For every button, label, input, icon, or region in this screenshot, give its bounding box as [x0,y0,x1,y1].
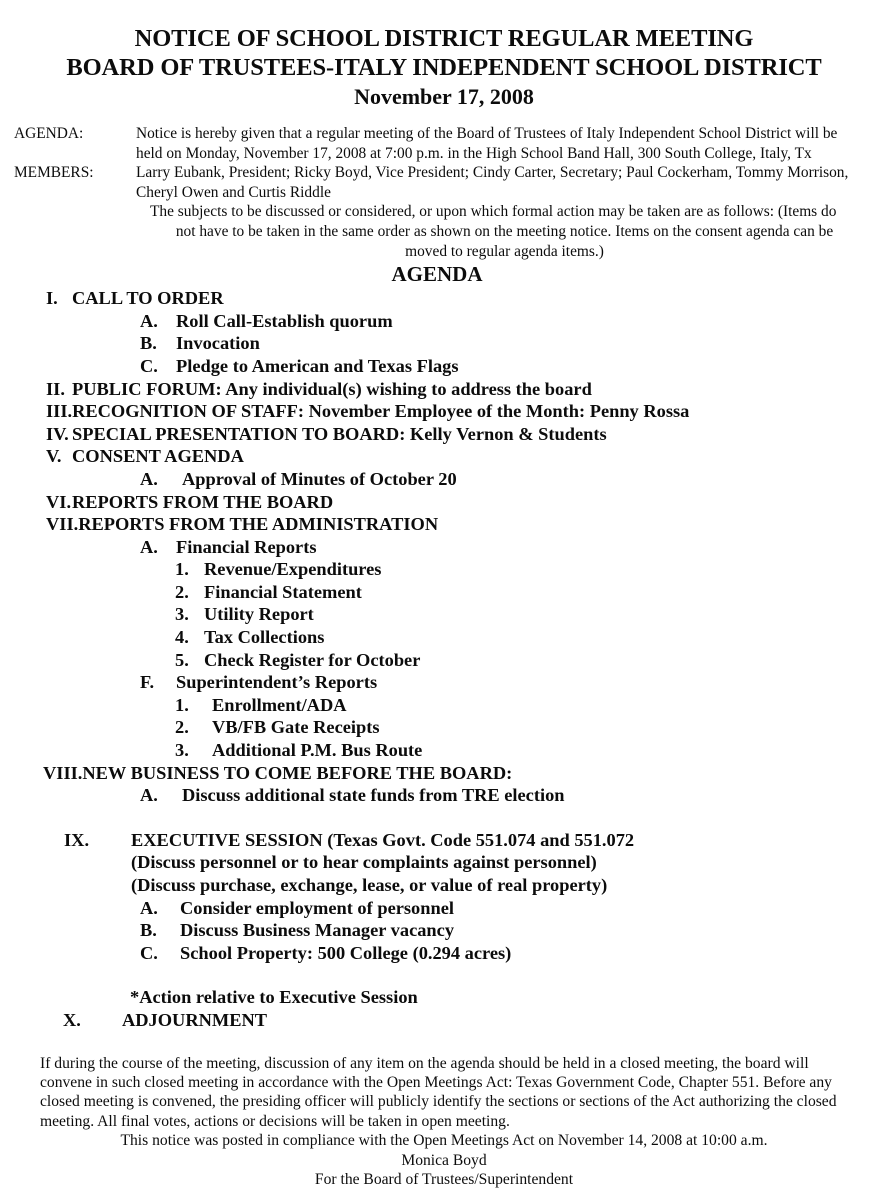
agenda-item-iii [0,400,888,423]
item-number: 4. [175,627,189,648]
agenda-item-vii-f-1 [0,694,888,717]
item-text: SPECIAL PRESENTATION TO BOARD: Kelly Vernon & Students [72,423,607,444]
intro-block [0,124,888,261]
item-number: VIII. [43,762,83,783]
signer-name: Monica Boyd [401,1151,487,1169]
closed-meeting-disclaimer: If during the course of the meeting, discussion of any item on the agenda should be held in a closed meeting, the board will convene in such closed meeting in accordance with the Open Meetings Act: Texas Government Code, Chapter 551. Before any closed meeting is convened, the presiding officer will publicly identify the sections or sections of the Act authorizing the closed meeting. All final votes, actions or decisions will be taken in open meeting. [40,1054,837,1130]
executive-session-note-2: (Discuss purchase, exchange, lease, or value of real property) [131,875,608,895]
item-text: NEW BUSINESS TO COME BEFORE THE BOARD: [82,762,513,783]
subjects-note [150,202,859,261]
agenda-item-vii-f-3 [0,739,888,762]
item-text: CALL TO ORDER [72,288,224,309]
item-number: IV. [46,423,69,444]
item-number: I. [46,288,58,309]
agenda-item-vii-a [0,536,888,559]
agenda-item-x [0,1009,888,1032]
item-number: B. [140,920,157,941]
agenda-item-vii [0,513,888,536]
item-number: 2. [175,581,189,602]
subjects-note-line-1: The subjects to be discussed or considered, or upon which formal action may be taken are as follows: (Items do [150,203,837,221]
document-header [0,0,888,111]
item-text: REPORTS FROM THE BOARD [72,491,334,512]
document-footer [0,1054,888,1190]
adjournment-block [0,1009,888,1032]
item-text: Roll Call-Establish quorum [176,310,393,331]
item-text: Financial Statement [204,581,362,602]
action-relative-note: *Action relative to Executive Session [130,987,418,1008]
item-number: 1. [175,559,189,580]
item-text: ADJOURNMENT [122,1009,268,1030]
agenda-item-vii-f-2 [0,716,888,739]
item-text: Utility Report [204,604,314,625]
signer-title: For the Board of Trustees/Superintendent [314,1171,574,1188]
agenda-item-vii-f [0,671,888,694]
agenda-title: AGENDA [391,262,483,287]
item-number: VI. [46,491,72,512]
item-text: Consider employment of personnel [180,897,454,918]
agenda-item-vii-a-4 [0,626,888,649]
agenda-item-ix-a [0,897,888,920]
item-text: Check Register for October [204,649,421,670]
agenda-item-ix [0,829,888,852]
executive-session-block [0,829,888,965]
item-text: REPORTS FROM THE ADMINISTRATION [78,514,439,535]
item-number: C. [140,942,158,963]
item-text: School Property: 500 College (0.294 acres) [180,942,512,963]
item-text: Invocation [176,333,260,354]
item-text: Enrollment/ADA [212,694,347,715]
item-text: CONSENT AGENDA [72,446,244,467]
item-text: VB/FB Gate Receipts [212,717,380,738]
item-number: II. [46,378,65,399]
item-text: PUBLIC FORUM: Any individual(s) wishing to address the board [72,378,592,399]
agenda-item-vii-a-5 [0,649,888,672]
item-number: 2. [175,717,189,738]
item-number: 3. [175,740,189,761]
members-text: Larry Eubank, President; Ricky Boyd, Vice President; Cindy Carter, Secretary; Paul Cockerham, Tommy Morrison, Cheryl Owen and Curtis Riddle [136,164,849,201]
agenda-item-ix-c [0,942,888,965]
agenda-item-viii-a [0,784,888,807]
agenda-item-vi [0,491,888,514]
subjects-note-line-3: moved to regular agenda items.) [405,242,604,260]
agenda-item-v [0,445,888,468]
agenda-item-i-a [0,310,888,333]
subjects-note-line-2: not have to be taken in the same order as shown on the meeting notice. Items on the consent agenda can be [175,222,834,240]
header-line-1: NOTICE OF SCHOOL DISTRICT REGULAR MEETING [134,25,754,52]
agenda-item-ix-b [0,919,888,942]
item-number: A. [140,468,158,489]
agenda-item-viii [0,762,888,785]
members-row [0,163,888,202]
item-number: F. [140,672,155,693]
agenda-list [0,287,888,807]
item-number: A. [140,310,158,331]
item-text: Approval of Minutes of October 20 [182,468,457,489]
agenda-item-iv [0,423,888,446]
item-number: 5. [175,649,189,670]
agenda-item-ii [0,378,888,401]
agenda-item-vii-a-3 [0,603,888,626]
agenda-item-i [0,287,888,310]
agenda-notice-row [0,124,888,163]
item-number: VII. [46,514,79,535]
item-text: Additional P.M. Bus Route [212,740,423,761]
agenda-label: AGENDA: [14,125,84,142]
agenda-item-vii-a-2 [0,581,888,604]
item-text: Superintendent’s Reports [176,672,378,693]
item-number: B. [140,333,157,354]
item-text: Discuss additional state funds from TRE election [182,785,565,806]
item-text: Financial Reports [176,536,317,557]
item-number: 1. [175,694,189,715]
item-text: Revenue/Expenditures [204,559,382,580]
agenda-item-vii-a-1 [0,558,888,581]
item-text: Tax Collections [204,627,325,648]
agenda-item-i-b [0,332,888,355]
item-number: A. [140,897,158,918]
item-number: C. [140,355,158,376]
item-number: A. [140,536,158,557]
item-number: V. [46,446,62,467]
item-text: Pledge to American and Texas Flags [176,355,459,376]
agenda-item-v-a [0,468,888,491]
item-number: 3. [175,604,189,625]
item-text: RECOGNITION OF STAFF: November Employee of the Month: Penny Rossa [72,401,690,422]
agenda-notice-text: Notice is hereby given that a regular meeting of the Board of Trustees of Italy Independent School District will be held on Monday, November 17, 2008 at 7:00 p.m. in the High School Band Hall, 300 South College, Italy, Tx [136,125,838,162]
meeting-date: November 17, 2008 [354,84,534,109]
header-line-2: BOARD OF TRUSTEES-ITALY INDEPENDENT SCHOOL DISTRICT [66,54,822,81]
item-number: IX. [64,829,90,850]
members-label: MEMBERS: [14,164,94,182]
executive-session-note-1: (Discuss personnel or to hear complaints against personnel) [131,852,597,873]
item-number: III. [46,401,73,422]
item-number: X. [63,1009,81,1030]
item-text: EXECUTIVE SESSION (Texas Govt. Code 551.074 and 551.072 [131,829,635,850]
item-text: Discuss Business Manager vacancy [180,920,455,941]
agenda-item-i-c [0,355,888,378]
item-number: A. [140,785,158,806]
posting-notice: This notice was posted in compliance with the Open Meetings Act on November 14, 2008 at 10:00 a.m. [120,1132,768,1150]
